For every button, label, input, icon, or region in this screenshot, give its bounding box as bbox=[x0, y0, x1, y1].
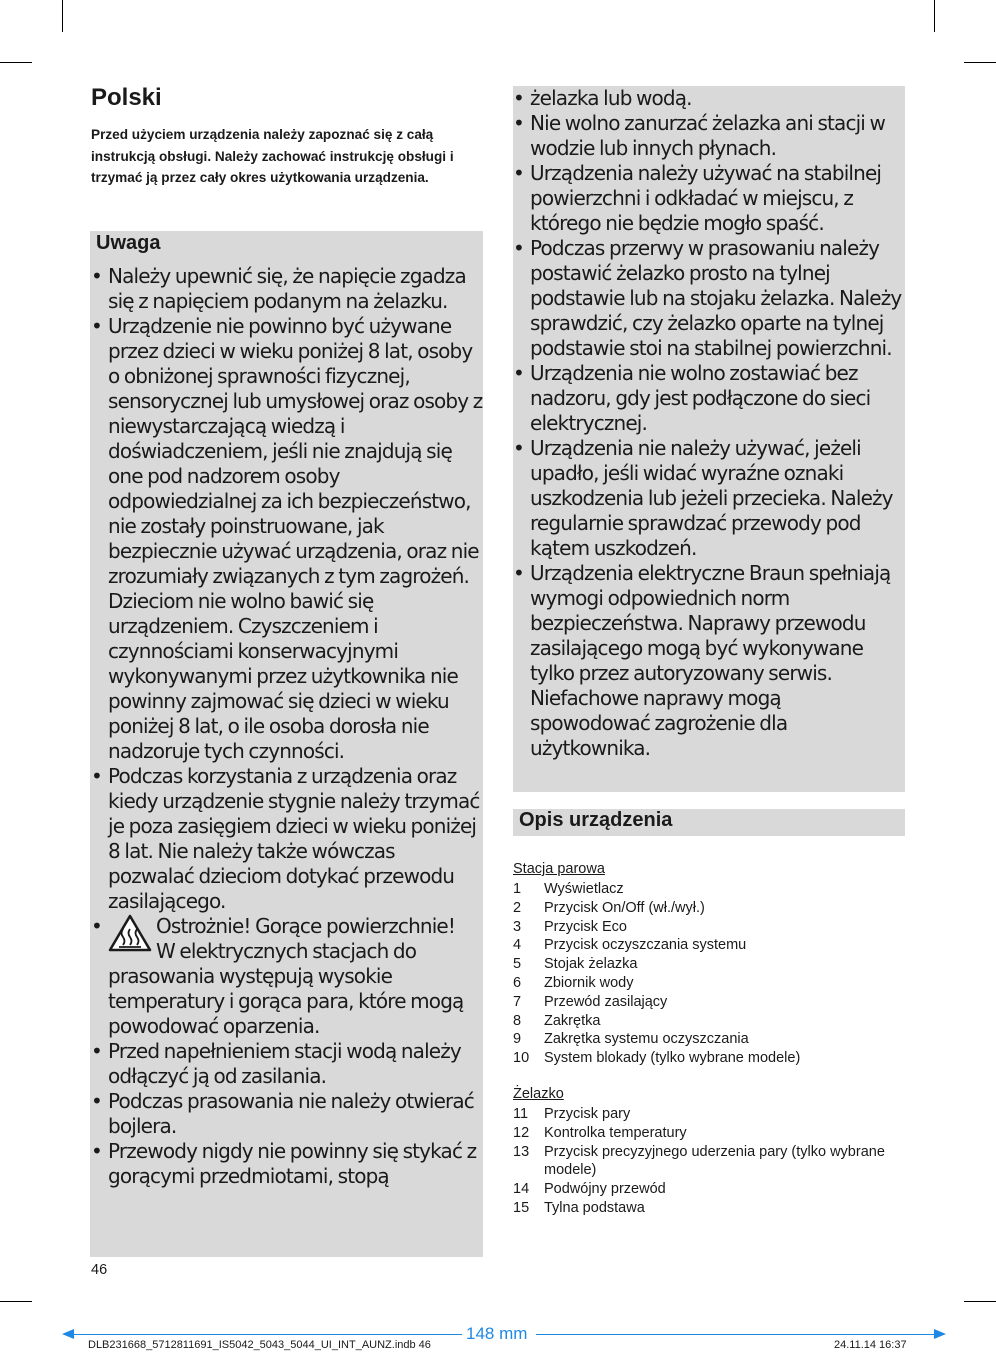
arrow-right-icon bbox=[934, 1329, 946, 1339]
list-item bbox=[513, 1049, 905, 1068]
part-label: Zbiornik wody bbox=[544, 974, 634, 991]
list-item bbox=[513, 1030, 905, 1049]
measure-line-right bbox=[536, 1334, 934, 1335]
part-number: 11 bbox=[513, 1106, 529, 1122]
list-item bbox=[513, 993, 905, 1012]
list-item bbox=[513, 899, 905, 918]
part-label: Stojak żelazka bbox=[544, 956, 638, 973]
list-item-continuation: • żelazka lub wodą. bbox=[513, 86, 905, 111]
warning-list-left bbox=[91, 264, 483, 1189]
footer-datetime: 24.11.14 16:37 bbox=[834, 1339, 907, 1351]
iron-parts-list bbox=[513, 1105, 905, 1218]
crop-mark bbox=[964, 62, 996, 63]
list-item: • Urządzenie nie powinno być używane przez dzieci w wieku poniżej 8 lat, osoby o obniżonej sprawności fizycznej, sensorycznej lub umysłowej oraz osoby z niewystarczającą wiedzą i doświadczeniem, jeśli nie znajdują się one pod nadzorem osoby odpowiedzialnej za ich bezpieczeństwo, nie zostały poinstruowane, jak bezpiecznie używać urządzenia, oraz nie zrozumiały związanych z tym zagrożeń. Dzieciom nie wolno bawić się urządzeniem. Czyszczeniem i czynnościami konserwacyjnymi wykonywanymi przez użytkownika nie powinny zajmować się dzieci w wieku poniżej 8 lat, o ile osoba dorosła nie nadzoruje tych czynności. bbox=[91, 314, 483, 764]
part-number: 6 bbox=[513, 974, 522, 991]
crop-mark bbox=[964, 1301, 996, 1302]
part-number: 5 bbox=[513, 956, 522, 973]
warning-list-right bbox=[513, 86, 905, 761]
crop-mark bbox=[0, 62, 32, 63]
part-number: 2 bbox=[513, 899, 522, 916]
hot-surface-warning-line2: W elektrycznych stacjach do bbox=[156, 939, 417, 963]
list-item: • Podczas korzystania z urządzenia oraz kiedy urządzenie stygnie należy trzymać je poza zasięgiem dzieci w wieku poniżej 8 lat. Nie należy także wówczas pozwalać dzieciom dotykać przewodu zasilającego. bbox=[91, 764, 483, 914]
crop-mark bbox=[934, 0, 935, 32]
part-label: Tylna podstawa bbox=[544, 1199, 645, 1216]
station-parts-list bbox=[513, 880, 905, 1068]
part-label: Przewód zasilający bbox=[544, 993, 668, 1010]
footer-filename: DLB231668_5712811691_IS5042_5043_5044_UI_INT_AUNZ.indb 46 bbox=[88, 1339, 431, 1351]
part-number: 12 bbox=[513, 1124, 530, 1141]
list-item bbox=[513, 1105, 905, 1124]
list-item bbox=[513, 1143, 905, 1181]
part-number: 10 bbox=[513, 1050, 530, 1067]
list-item: • Nie wolno zanurzać żelazka ani stacji w wodzie lub innych płynach. bbox=[513, 111, 905, 161]
part-label: Przycisk pary bbox=[544, 1106, 631, 1122]
list-item: • Przewody nigdy nie powinny się stykać z gorącymi przedmiotami, stopą bbox=[91, 1139, 483, 1189]
description-title: Opis urządzenia bbox=[519, 809, 673, 831]
iron-heading: Żelazko bbox=[513, 1086, 564, 1102]
list-item bbox=[513, 936, 905, 955]
part-number: 15 bbox=[513, 1199, 530, 1216]
list-item: • Należy upewnić się, że napięcie zgadza się z napięciem podanym na żelazku. bbox=[91, 264, 483, 314]
intro-text: Przed użyciem urządzenia należy zapoznać się z całą instrukcją obsługi. Należy zachować instrukcję obsługi i trzymać ją przez cały okres użytkowania urządzenia. bbox=[91, 127, 454, 185]
arrow-left-icon bbox=[62, 1329, 74, 1339]
list-item bbox=[513, 1124, 905, 1143]
part-label: Kontrolka temperatury bbox=[544, 1124, 687, 1141]
hot-surface-warning-icon bbox=[108, 914, 152, 952]
part-label: Podwójny przewód bbox=[544, 1181, 666, 1198]
page-title: Polski bbox=[91, 84, 162, 111]
part-label: Przycisk Eco bbox=[544, 918, 627, 935]
list-item: • Podczas prasowania nie należy otwierać bojlera. bbox=[91, 1089, 483, 1139]
list-item: • Urządzenia nie należy używać, jeżeli upadło, jeśli widać wyraźne oznaki uszkodzenia lub jeżeli przecieka. Należy regularnie sprawdzać przewody pod kątem uszkodzeń. bbox=[513, 436, 905, 561]
width-label: 148 mm bbox=[466, 1324, 528, 1343]
part-label: Przycisk On/Off (wł./wył.) bbox=[544, 899, 705, 916]
part-label: System blokady (tylko wybrane modele) bbox=[544, 1050, 801, 1067]
part-number: 14 bbox=[513, 1181, 530, 1198]
list-item: • Przed napełnieniem stacji wodą należy odłączyć ją od zasilania. bbox=[91, 1039, 483, 1089]
list-item: • Urządzenia należy używać na stabilnej powierzchni i odkładać w miejscu, z którego nie będzie mogło spaść. bbox=[513, 161, 905, 236]
list-item: • Urządzenia nie wolno zostawiać bez nadzoru, gdy jest podłączone do sieci elektrycznej. bbox=[513, 361, 905, 436]
hot-surface-warning-line1: • Ostrożnie! Gorące powierzchnie! bbox=[156, 914, 456, 938]
part-label: Wyświetlacz bbox=[544, 881, 624, 897]
list-item bbox=[513, 1199, 905, 1218]
crop-mark bbox=[62, 0, 63, 32]
list-item bbox=[513, 1012, 905, 1031]
part-label: Zakrętka bbox=[544, 1012, 601, 1029]
list-item bbox=[513, 955, 905, 974]
list-item bbox=[513, 880, 905, 899]
list-item-hot-surface bbox=[91, 914, 483, 1039]
station-heading: Stacja parowa bbox=[513, 861, 605, 877]
list-item: • Urządzenia elektryczne Braun spełniają wymogi odpowiednich norm bezpieczeństwa. Naprawy przewodu zasilającego mogą być wykonywane tylko przez autoryzowany serwis. Niefachowe naprawy mogą spowodować zagrożenie dla użytkownika. bbox=[513, 561, 905, 761]
part-number: 4 bbox=[513, 937, 522, 954]
list-item bbox=[513, 974, 905, 993]
part-label: Przycisk precyzyjnego uderzenia pary (tylko wybrane modele) bbox=[544, 1143, 885, 1179]
part-number: 7 bbox=[513, 993, 522, 1010]
page-number: 46 bbox=[91, 1262, 108, 1278]
list-item bbox=[513, 918, 905, 937]
warning-title: Uwaga bbox=[96, 232, 161, 254]
part-number: 8 bbox=[513, 1012, 522, 1029]
part-number: 3 bbox=[513, 918, 522, 935]
crop-mark bbox=[0, 1301, 32, 1302]
part-number: 13 bbox=[513, 1143, 530, 1160]
part-number: 1 bbox=[513, 881, 522, 897]
part-label: Przycisk oczyszczania systemu bbox=[544, 937, 747, 954]
hot-surface-warning-rest: prasowania występują wysokie temperatury i gorąca para, które mogą powodować oparzenia. bbox=[108, 964, 464, 1038]
measure-line-left bbox=[74, 1334, 462, 1335]
list-item: • Podczas przerwy w prasowaniu należy postawić żelazko prosto na tylnej podstawie lub na stojaku żelazka. Należy sprawdzić, czy żelazko oparte na tylnej podstawie stoi na stabilnej powierzchni. bbox=[513, 236, 905, 361]
part-number: 9 bbox=[513, 1031, 522, 1048]
part-label: Zakrętka systemu oczyszczania bbox=[544, 1031, 749, 1048]
list-item bbox=[513, 1180, 905, 1199]
